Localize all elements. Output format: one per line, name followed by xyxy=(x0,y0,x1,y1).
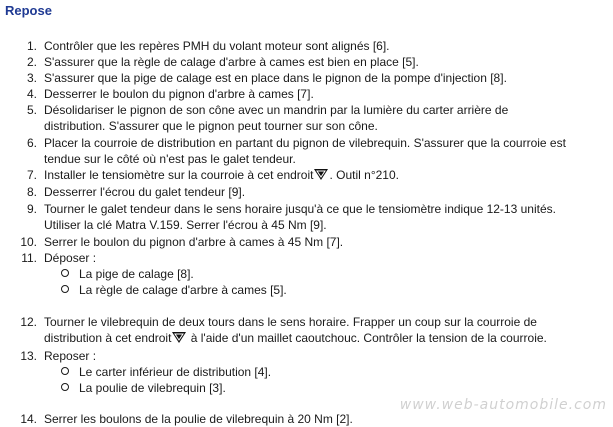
step-text: Désolidariser le pignon de son cône avec un mandrin par la lumière du carter arrière de xyxy=(44,103,509,117)
step-text: Tourner le galet tendeur dans le sens horaire jusqu'à ce que le tensiomètre indique 12-13 unités. xyxy=(44,202,556,216)
sub-item-text: La poulie de vilebrequin [3]. xyxy=(79,381,226,395)
watermark-logo: www.web-automobile.com xyxy=(399,397,607,413)
circle-bullet-icon xyxy=(61,383,69,391)
step-text: Placer la courroie de distribution en partant du pignon de vilebrequin. S'assurer que la courroie est xyxy=(44,136,566,150)
sub-item-text: La règle de calage d'arbre à cames [5]. xyxy=(79,283,287,297)
circle-bullet-icon xyxy=(61,269,69,277)
step-text: distribution à cet endroit xyxy=(44,331,172,345)
step-text: à l'aide d'un maillet caoutchouc. Contrôler la tension de la courroie. xyxy=(187,331,547,345)
step-number: 12. xyxy=(20,315,37,329)
sub-list-item xyxy=(61,266,610,282)
tension-arrow-icon xyxy=(172,331,186,344)
step-text: tendue sur le côté où n'est pas le galet tendeur. xyxy=(44,152,296,166)
step-number: 1. xyxy=(26,39,37,53)
step-number: 13. xyxy=(20,349,37,363)
step-text: Utiliser la clé Matra V.159. Serrer l'écrou à 45 Nm [9]. xyxy=(44,218,327,232)
step-number: 3. xyxy=(26,71,37,85)
step-number: 9. xyxy=(26,202,37,216)
step-text: Tourner le vilebrequin de deux tours dans le sens horaire. Frapper un coup sur la courroie de xyxy=(44,315,537,329)
sub-item-text: Le carter inférieur de distribution [4]. xyxy=(79,365,272,379)
circle-bullet-icon xyxy=(61,285,69,293)
sub-item-text: La pige de calage [8]. xyxy=(79,267,194,281)
section-heading: Repose xyxy=(5,3,52,18)
step-text: Desserrer le boulon du pignon d'arbre à cames [7]. xyxy=(44,87,314,101)
step-number: 6. xyxy=(26,136,37,150)
step-number: 7. xyxy=(26,168,37,182)
circle-bullet-icon xyxy=(61,367,69,375)
step-text: . Outil n°210. xyxy=(329,168,399,182)
step-text: Installer le tensiomètre sur la courroie à cet endroit xyxy=(44,168,314,182)
step-text: Desserrer l'écrou du galet tendeur [9]. xyxy=(44,185,246,199)
step-text: Serrer les boulons de la poulie de vilebrequin à 20 Nm [2]. xyxy=(44,412,353,426)
step-number: 11. xyxy=(21,251,37,265)
tension-arrow-icon xyxy=(314,168,328,181)
step-text: distribution. S'assurer que le pignon peut tourner sur son cône. xyxy=(44,119,378,133)
step-text: S'assurer que la pige de calage est en place dans le pignon de la pompe d'injection [8]. xyxy=(44,71,507,85)
sub-list-item xyxy=(61,364,610,380)
step-number: 5. xyxy=(26,103,37,117)
step-text: Serrer le boulon du pignon d'arbre à cames à 45 Nm [7]. xyxy=(44,235,344,249)
step-number: 4. xyxy=(26,87,37,101)
step-number: 2. xyxy=(26,55,37,69)
sub-list-item xyxy=(61,282,610,298)
step-text: S'assurer que la règle de calage d'arbre à cames est bien en place [5]. xyxy=(44,55,419,69)
sub-list-item xyxy=(61,380,610,396)
step-number: 14. xyxy=(20,412,37,426)
step-text: Déposer : xyxy=(44,251,97,265)
step-number: 10. xyxy=(20,235,37,249)
step-text: Reposer : xyxy=(44,349,97,363)
step-number: 8. xyxy=(26,185,37,199)
step-text: Contrôler que les repères PMH du volant moteur sont alignés [6]. xyxy=(44,39,390,53)
